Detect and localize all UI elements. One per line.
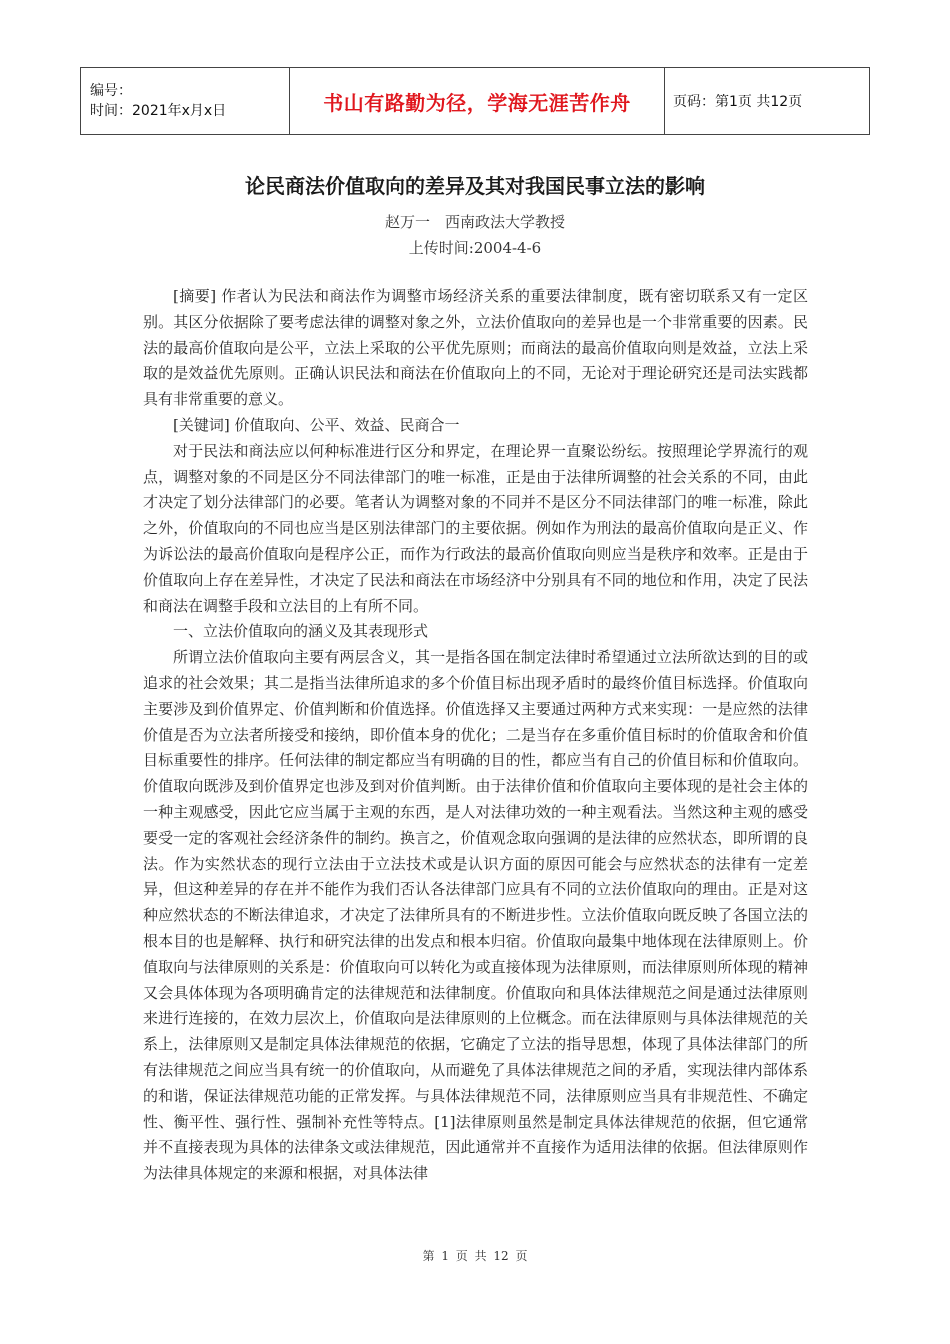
abstract-paragraph: [摘要] 作者认为民法和商法作为调整市场经济关系的重要法律制度，既有密切联系又有一定区别。其区分依据除了要考虑法律的调整对象之外，立法价值取向的差异也是一个非常重要的因素。民法的最高价值取向是公平，立法上采取的公平优先原则；而商法的最高价值取向则是效益，立法上采取的是效益优先原则。正确认识民法和商法在价值取向上的不同，无论对于理论研究还是司法实践都具有非常重要的意义。 (143, 287, 808, 409)
article-body (143, 284, 808, 1187)
header-meta-cell (81, 68, 290, 135)
keywords-paragraph: [关键词] 价值取向、公平、效益、民商合一 (173, 415, 460, 434)
document-number-label: 编号： (90, 83, 132, 99)
header-motto: 书山有路勤为径，学海无涯苦作舟 (290, 68, 665, 135)
header-table (80, 67, 870, 135)
header-page-info: 页码：第1页 共12页 (665, 68, 870, 135)
article-upload-time: 上传时间:2004-4-6 (408, 239, 542, 257)
body-paragraph: 对于民法和商法应以何种标准进行区分和界定，在理论界一直聚讼纷纭。按照理论学界流行的观点，调整对象的不同是区分不同法律部门的唯一标准，正是由于法律所调整的社会关系的不同，由此才决定了划分法律部门的必要。笔者认为调整对象的不同并不是区分不同法律部门的唯一标准，除此之外，价值取向的不同也应当是区别法律部门的主要依据。例如作为刑法的最高价值取向是正义、作为诉讼法的最高价值取向是程序公正，而作为行政法的最高价值取向则应当是秩序和效率。正是由于价值取向上存在差异性，才决定了民法和商法在市场经济中分别具有不同的地位和作用，决定了民法和商法在调整手段和立法目的上有所不同。 (143, 441, 808, 615)
article-author: 赵万一 西南政法大学教授 (384, 213, 565, 231)
body-paragraph: 所谓立法价值取向主要有两层含义，其一是指各国在制定法律时希望通过立法所欲达到的目的或追求的社会效果；其二是指当法律所追求的多个价值目标出现矛盾时的最终价值目标选择。价值取向主要涉及到价值界定、价值判断和价值选择。价值选择又主要通过两种方式来实现：一是应然的法律价值是否为立法者所接受和接纳，即价值本身的优化；二是当存在多重价值目标时的价值取舍和价值目标重要性的排序。任何法律的制定都应当有明确的目的性，都应当有自己的价值目标和价值取向。价值取向既涉及到价值界定也涉及到对价值判断。由于法律价值和价值取向主要体现的是社会主体的一种主观感受，因此它应当属于主观的东西，是人对法律功效的一种主观看法。当然这种主观的感受要受一定的客观社会经济条件的制约。换言之，价值观念取向强调的是法律的应然状态，即所谓的良法。作为实然状态的现行立法由于立法技术或是认识方面的原因可能会与应然状态的法律有一定差异，但这种差异的存在并不能作为我们否认各法律部门应具有不同的立法价值取向的理由。正是对这种应然状态的不断法律追求，才决定了法律所具有的不断进步性。立法价值取向既反映了各国立法的根本目的也是解释、执行和研究法律的出发点和根本归宿。价值取向最集中地体现在法律原则上。价值取向与法律原则的关系是：价值取向可以转化为或直接体现为法律原则，而法律原则所体现的精神又会具体体现为各项明确肯定的法律规范和法律制度。价值取向和具体法律规范之间是通过法律原则来进行连接的，在效力层次上，价值取向是法律原则的上位概念。而在法律原则与具体法律规范的关系上，法律原则又是制定具体法律规范的依据，它确定了立法的指导思想，体现了具体法律部门的所有法律规范之间应当具有统一的价值取向，从而避免了具体法律规范之间的矛盾，实现法律内部体系的和谐，保证法律规范功能的正常发挥。与具体法律规范不同，法律原则应当具有非规范性、不确定性、衡平性、强行性、强制补充性等特点。[1]法律原则虽然是制定具体法律规范的依据，但它通常并不直接表现为具体的法律条文或法律规范，因此通常并不直接作为适用法律的依据。但法律原则作为法律具体规定的来源和根据，对具体法律 (143, 648, 808, 1183)
page-footer: 第 1 页 共 12 页 (422, 1249, 528, 1263)
article-title: 论民商法价值取向的差异及其对我国民事立法的影响 (245, 174, 705, 198)
document-time-label: 时间：2021年x月x日 (90, 103, 227, 119)
section-heading: 一、立法价值取向的涵义及其表现形式 (173, 622, 429, 641)
